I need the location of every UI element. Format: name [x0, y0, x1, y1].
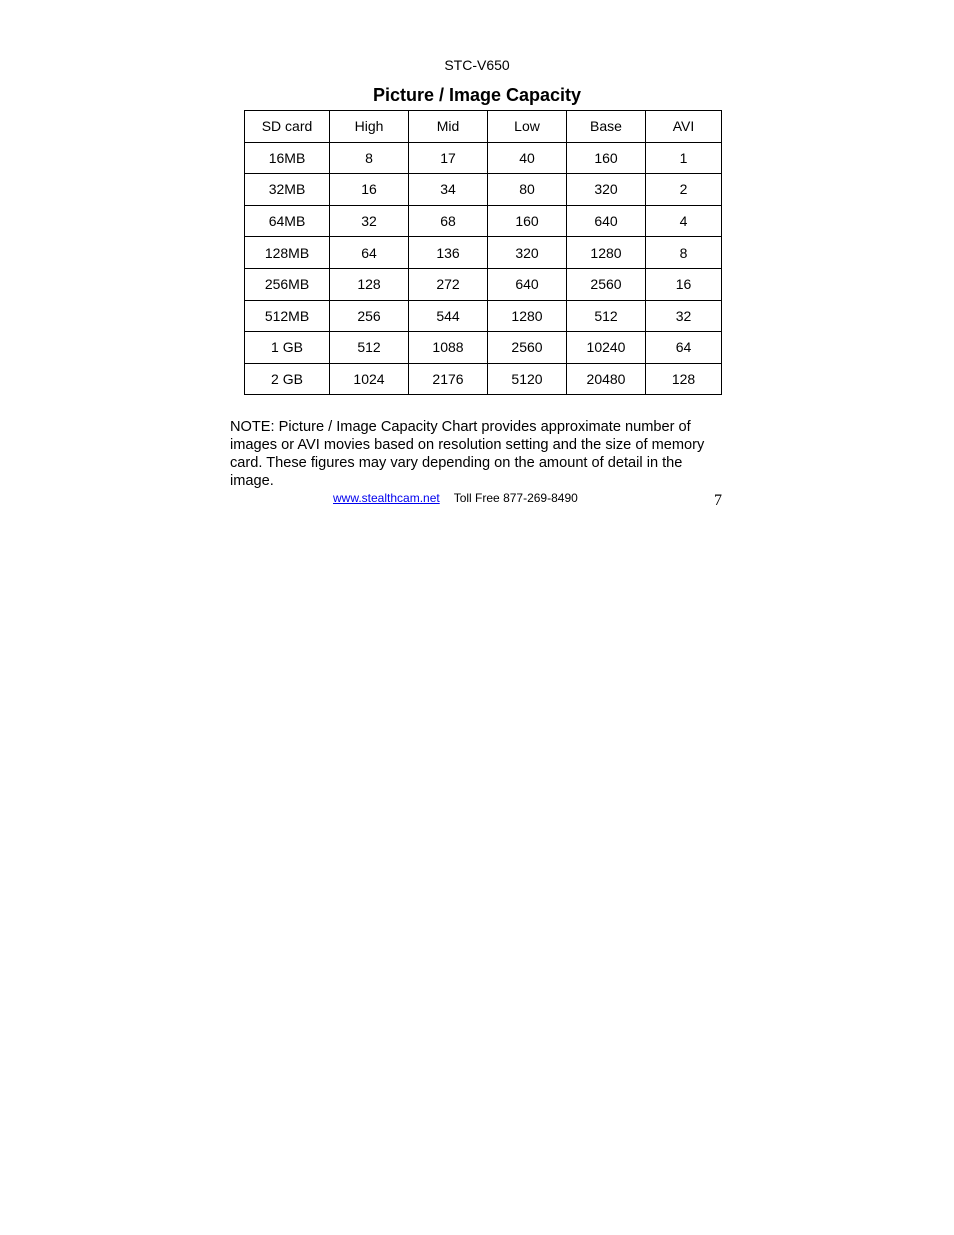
table-row [245, 205, 722, 237]
table-cell: 320 [567, 174, 646, 206]
table-cell: 16 [330, 174, 409, 206]
page-footer [333, 490, 578, 506]
table-cell: 32MB [245, 174, 330, 206]
table-cell: 68 [409, 205, 488, 237]
table-cell: 128 [646, 363, 722, 395]
page-number: 7 [714, 492, 722, 509]
table-cell: 8 [330, 142, 409, 174]
page-title: Picture / Image Capacity [372, 85, 582, 105]
table-cell: 40 [488, 142, 567, 174]
table-cell: 272 [409, 268, 488, 300]
table-cell: 10240 [567, 332, 646, 364]
column-header: SD card [245, 111, 330, 143]
table-cell: 160 [488, 205, 567, 237]
document-header: STC-V650 [444, 57, 510, 73]
table-header-row [245, 111, 722, 143]
table-row [245, 268, 722, 300]
table-cell: 64 [646, 332, 722, 364]
table-cell: 640 [567, 205, 646, 237]
table-cell: 80 [488, 174, 567, 206]
table-cell: 2560 [567, 268, 646, 300]
column-header: High [330, 111, 409, 143]
table-cell: 128MB [245, 237, 330, 269]
table-cell: 4 [646, 205, 722, 237]
table-cell: 2 GB [245, 363, 330, 395]
capacity-note: NOTE: Picture / Image Capacity Chart provides approximate number of images or AVI movies based on resolution setting and the size of memory card. These figures may vary depending on the amount of detail in the image. [230, 419, 705, 489]
table-cell: 64MB [245, 205, 330, 237]
table-cell: 1088 [409, 332, 488, 364]
table-cell: 512 [330, 332, 409, 364]
table-cell: 16 [646, 268, 722, 300]
table-cell: 320 [488, 237, 567, 269]
table-cell: 1 [646, 142, 722, 174]
table-cell: 1280 [488, 300, 567, 332]
table-cell: 34 [409, 174, 488, 206]
table-cell: 136 [409, 237, 488, 269]
table-row [245, 174, 722, 206]
table-cell: 32 [646, 300, 722, 332]
column-header: Mid [409, 111, 488, 143]
table-cell: 1280 [567, 237, 646, 269]
column-header: AVI [646, 111, 722, 143]
table-cell: 1024 [330, 363, 409, 395]
table-cell: 16MB [245, 142, 330, 174]
table-cell: 2176 [409, 363, 488, 395]
table-cell: 512MB [245, 300, 330, 332]
table-cell: 160 [567, 142, 646, 174]
table-row [245, 332, 722, 364]
table-row [245, 142, 722, 174]
toll-free-number: Toll Free 877-269-8490 [453, 491, 578, 505]
table-cell: 256MB [245, 268, 330, 300]
table-cell: 2 [646, 174, 722, 206]
table-cell: 1 GB [245, 332, 330, 364]
table-cell: 8 [646, 237, 722, 269]
table-cell: 32 [330, 205, 409, 237]
table-row [245, 363, 722, 395]
column-header: Base [567, 111, 646, 143]
table-cell: 2560 [488, 332, 567, 364]
table-cell: 17 [409, 142, 488, 174]
table-row [245, 300, 722, 332]
website-link[interactable]: www.stealthcam.net [333, 491, 440, 505]
table-cell: 544 [409, 300, 488, 332]
table-cell: 128 [330, 268, 409, 300]
table-cell: 64 [330, 237, 409, 269]
table-row [245, 237, 722, 269]
column-header: Low [488, 111, 567, 143]
table-cell: 640 [488, 268, 567, 300]
table-cell: 20480 [567, 363, 646, 395]
table-cell: 512 [567, 300, 646, 332]
table-cell: 256 [330, 300, 409, 332]
capacity-table [244, 110, 722, 395]
table-cell: 5120 [488, 363, 567, 395]
